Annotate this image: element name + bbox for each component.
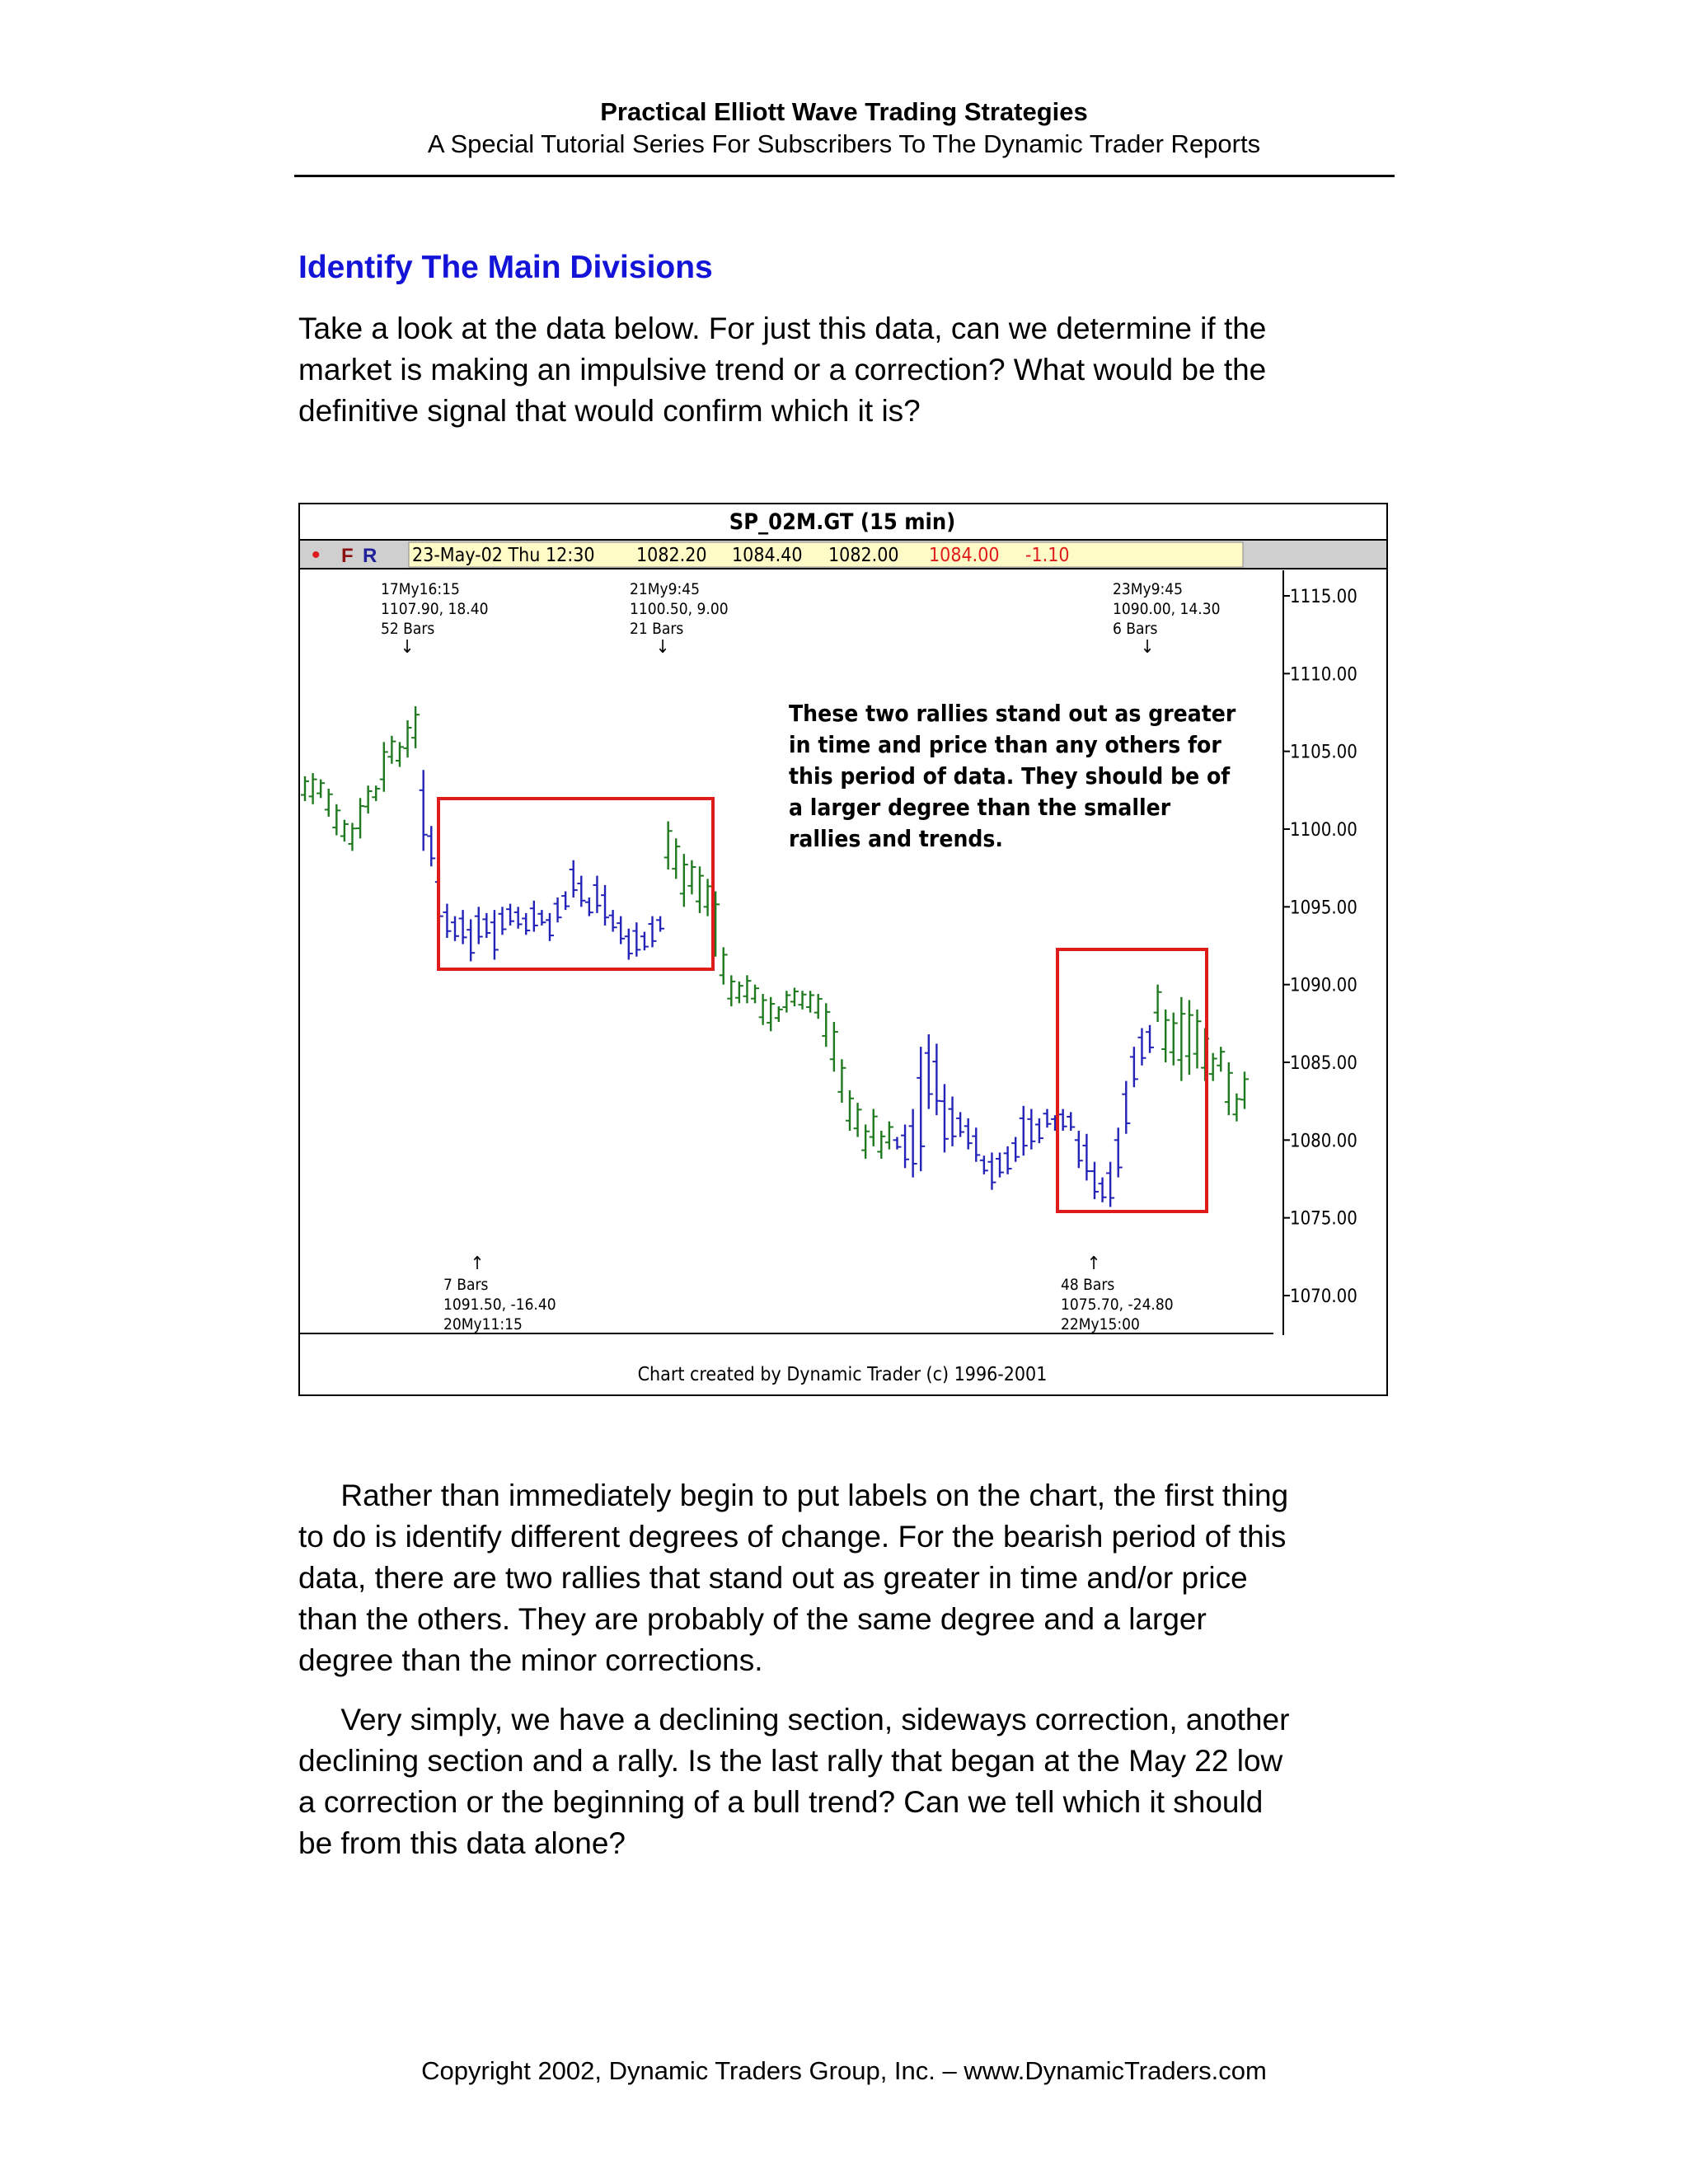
y-tick-label: 1085.00 — [1290, 1053, 1357, 1074]
marker-line: 1091.50, -16.40 — [443, 1296, 556, 1314]
quote-low: 1082.00 — [828, 545, 899, 566]
marker-line: 7 Bars — [443, 1276, 489, 1294]
annotation-line: rallies and trends. — [789, 825, 1003, 852]
y-tick-label: 1110.00 — [1290, 664, 1357, 686]
marker-line: 1100.50, 9.00 — [630, 600, 729, 618]
y-tick-label: 1115.00 — [1290, 587, 1357, 607]
marker-line: 22My15:00 — [1061, 1315, 1140, 1333]
quote-close: 1084.00 — [929, 545, 1000, 566]
toolbar-dot-icon: • — [312, 541, 321, 569]
up-arrow-icon: ↑ — [1086, 1254, 1101, 1274]
y-tick-label: 1070.00 — [1290, 1286, 1357, 1307]
marker-line: 20My11:15 — [443, 1315, 523, 1333]
chart-title: SP_02M.GT (15 min) — [729, 509, 956, 535]
paragraph-line: degree than the minor corrections. — [298, 1643, 763, 1677]
marker-line: 6 Bars — [1113, 620, 1158, 638]
annotation-line: this period of data. They should be of — [789, 762, 1231, 790]
document-subtitle: A Special Tutorial Series For Subscribers To The Dynamic Trader Reports — [427, 129, 1261, 158]
body-paragraph-2 — [298, 1699, 1403, 1864]
toolbar-f-button[interactable]: F — [341, 545, 354, 567]
document-title: Practical Elliott Wave Trading Strategies — [600, 97, 1088, 126]
y-tick-label: 1100.00 — [1290, 820, 1357, 841]
y-tick-label: 1095.00 — [1290, 898, 1357, 919]
marker-line: 21My9:45 — [630, 580, 700, 598]
down-arrow-icon: ↓ — [1140, 637, 1155, 658]
intro-line: Take a look at the data below. For just this data, can we determine if the — [298, 312, 1267, 345]
intro-line: market is making an impulsive trend or a correction? What would be the — [298, 353, 1267, 387]
chart-frame — [299, 504, 1387, 1395]
quote-open: 1082.20 — [636, 545, 707, 566]
quote-change: -1.10 — [1025, 545, 1070, 566]
section-heading: Identify The Main Divisions — [298, 250, 713, 285]
price-chart-svg — [298, 503, 1388, 1396]
paragraph-line: data, there are two rallies that stand out as greater in time and/or price — [298, 1561, 1248, 1595]
intro-line: definitive signal that would confirm which it is? — [298, 394, 921, 428]
y-tick-label: 1080.00 — [1290, 1131, 1357, 1152]
marker-line: 1107.90, 18.40 — [381, 600, 489, 618]
paragraph-line: than the others. They are probably of the same degree and a larger — [298, 1602, 1207, 1636]
quote-high: 1084.40 — [732, 545, 803, 566]
paragraph-line: be from this data alone? — [298, 1826, 626, 1860]
annotation-line: a larger degree than the smaller — [789, 794, 1171, 821]
marker-line: 17My16:15 — [381, 580, 460, 598]
annotation-line: These two rallies stand out as greater — [789, 700, 1236, 727]
paragraph-line: Rather than immediately begin to put labels on the chart, the first thing — [298, 1479, 1289, 1512]
paragraph-line: to do is identify different degrees of change. For the bearish period of this — [298, 1520, 1287, 1554]
marker-line: 52 Bars — [381, 620, 435, 638]
header-divider — [294, 175, 1395, 177]
marker-line: 23My9:45 — [1113, 580, 1183, 598]
quote-date: 23-May-02 Thu 12:30 — [412, 545, 595, 566]
copyright-footer: Copyright 2002, Dynamic Traders Group, Inc. – www.DynamicTraders.com — [421, 2056, 1267, 2085]
up-arrow-icon: ↑ — [470, 1254, 485, 1274]
paragraph-line: a correction or the beginning of a bull trend? Can we tell which it should — [298, 1785, 1264, 1819]
paragraph-line: Very simply, we have a declining section, sideways correction, another — [298, 1703, 1290, 1736]
paragraph-line: declining section and a rally. Is the last rally that began at the May 22 low — [298, 1744, 1283, 1778]
annotation-line: in time and price than any others for — [789, 731, 1221, 758]
toolbar-r-button[interactable]: R — [363, 545, 377, 567]
y-tick-label: 1105.00 — [1290, 742, 1357, 763]
marker-line: 1090.00, 14.30 — [1113, 600, 1221, 618]
marker-line: 1075.70, -24.80 — [1061, 1296, 1174, 1314]
price-chart — [298, 503, 1388, 1396]
down-arrow-icon: ↓ — [655, 637, 670, 658]
chart-credit: Chart created by Dynamic Trader (c) 1996-2001 — [637, 1364, 1048, 1385]
y-tick-label: 1090.00 — [1290, 975, 1357, 996]
body-paragraph-1 — [298, 1475, 1403, 1681]
down-arrow-icon: ↓ — [400, 637, 415, 658]
marker-line: 21 Bars — [630, 620, 684, 638]
intro-paragraph — [298, 308, 1403, 432]
marker-line: 48 Bars — [1061, 1276, 1115, 1294]
y-tick-label: 1075.00 — [1290, 1208, 1357, 1230]
